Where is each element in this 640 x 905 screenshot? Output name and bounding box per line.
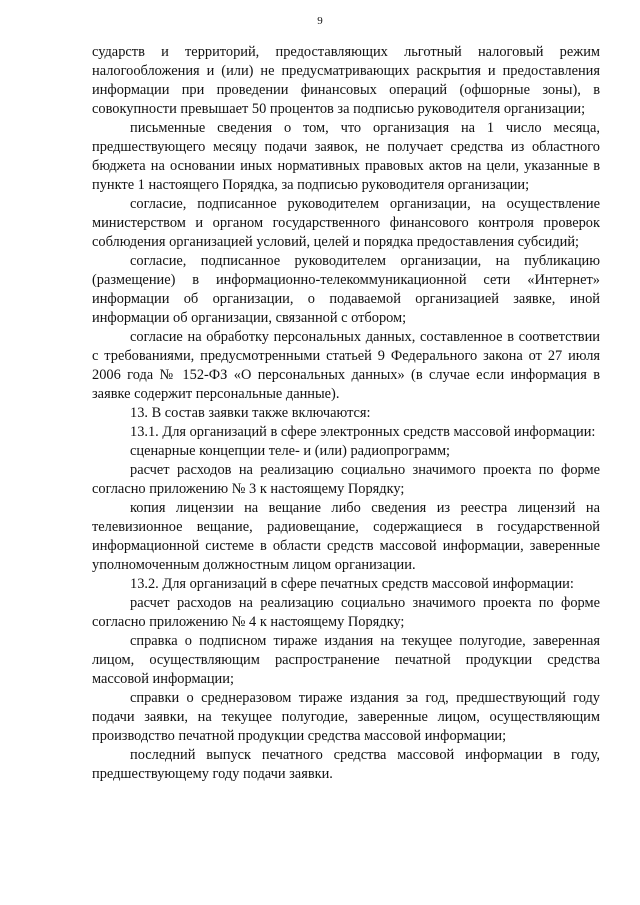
document-body <box>92 43 600 784</box>
paragraph-broadcast-license: копия лицензии на вещание либо сведения из реестра лицензий на телевизионное вещание, радиовещание, содержащиеся в государственной информационной системе в области средств массовой информации, заверенные уполномоченным должностным лицом организации. <box>92 500 600 573</box>
paragraph-scenario-concepts: сценарные концепции теле- и (или) радиопрограмм; <box>130 443 451 459</box>
section-13-heading: 13. В состав заявки также включаются: <box>130 405 371 421</box>
paragraph-subscription-circulation: справка о подписном тираже издания на текущее полугодие, заверенная лицом, осуществляющим распространение печатной продукции средства массовой информации; <box>92 633 600 687</box>
section-13-2-heading: 13.2. Для организаций в сфере печатных средств массовой информации: <box>130 576 574 592</box>
paragraph-offshore-continuation: сударств и территорий, предоставляющих льготный налоговый режим налогообложения и (или) не предусматривающих раскрытия и предоставления информации при проведении финансовых операций (офшорные зоны), в совокупности превышает 50 процентов за подписью руководителя организации; <box>92 44 600 117</box>
paragraph-expense-calculation-3: расчет расходов на реализацию социально значимого проекта по форме согласно приложению № 3 к настоящему Порядку; <box>92 462 600 497</box>
paragraph-last-issue: последний выпуск печатного средства массовой информации в году, предшествующему году подачи заявки. <box>92 747 600 782</box>
page-number: 9 <box>317 15 323 27</box>
paragraph-consent-personal-data: согласие на обработку персональных данных, составленное в соответствии с требованиями, предусмотренными статьей 9 Федерального закона от 27 июля 2006 года № 152-ФЗ «О персональных данных» (в случае если информация в заявке содержит персональные данные). <box>92 329 600 402</box>
paragraph-written-statement: письменные сведения о том, что организация на 1 число месяца, предшествующего месяцу подачи заявок, не получает средства из областного бюджета на основании иных нормативных правовых актов на цели, указанные в пункте 1 настоящего Порядка, за подписью руководителя организации; <box>92 120 600 193</box>
paragraph-expense-calculation-4: расчет расходов на реализацию социально значимого проекта по форме согласно приложению № 4 к настоящему Порядку; <box>92 595 600 630</box>
paragraph-consent-audit: согласие, подписанное руководителем организации, на осуществление министерством и органом государственного финансового контроля проверок соблюдения организацией условий, целей и порядка предоставления субсидий; <box>92 196 600 250</box>
paragraph-average-circulation: справки о среднеразовом тираже издания за год, предшествующий году подачи заявки, на текущее полугодие, заверенные лицом, осуществляющим производство печатной продукции средства массовой информации; <box>92 690 600 744</box>
paragraph-consent-publication: согласие, подписанное руководителем организации, на публикацию (размещение) в информационно-телекоммуникационной сети «Интернет» информации об организации, о подаваемой организацией заявке, иной информации об организации, связанной с отбором; <box>92 253 600 326</box>
section-13-1-heading: 13.1. Для организаций в сфере электронных средств массовой информации: <box>130 424 596 440</box>
